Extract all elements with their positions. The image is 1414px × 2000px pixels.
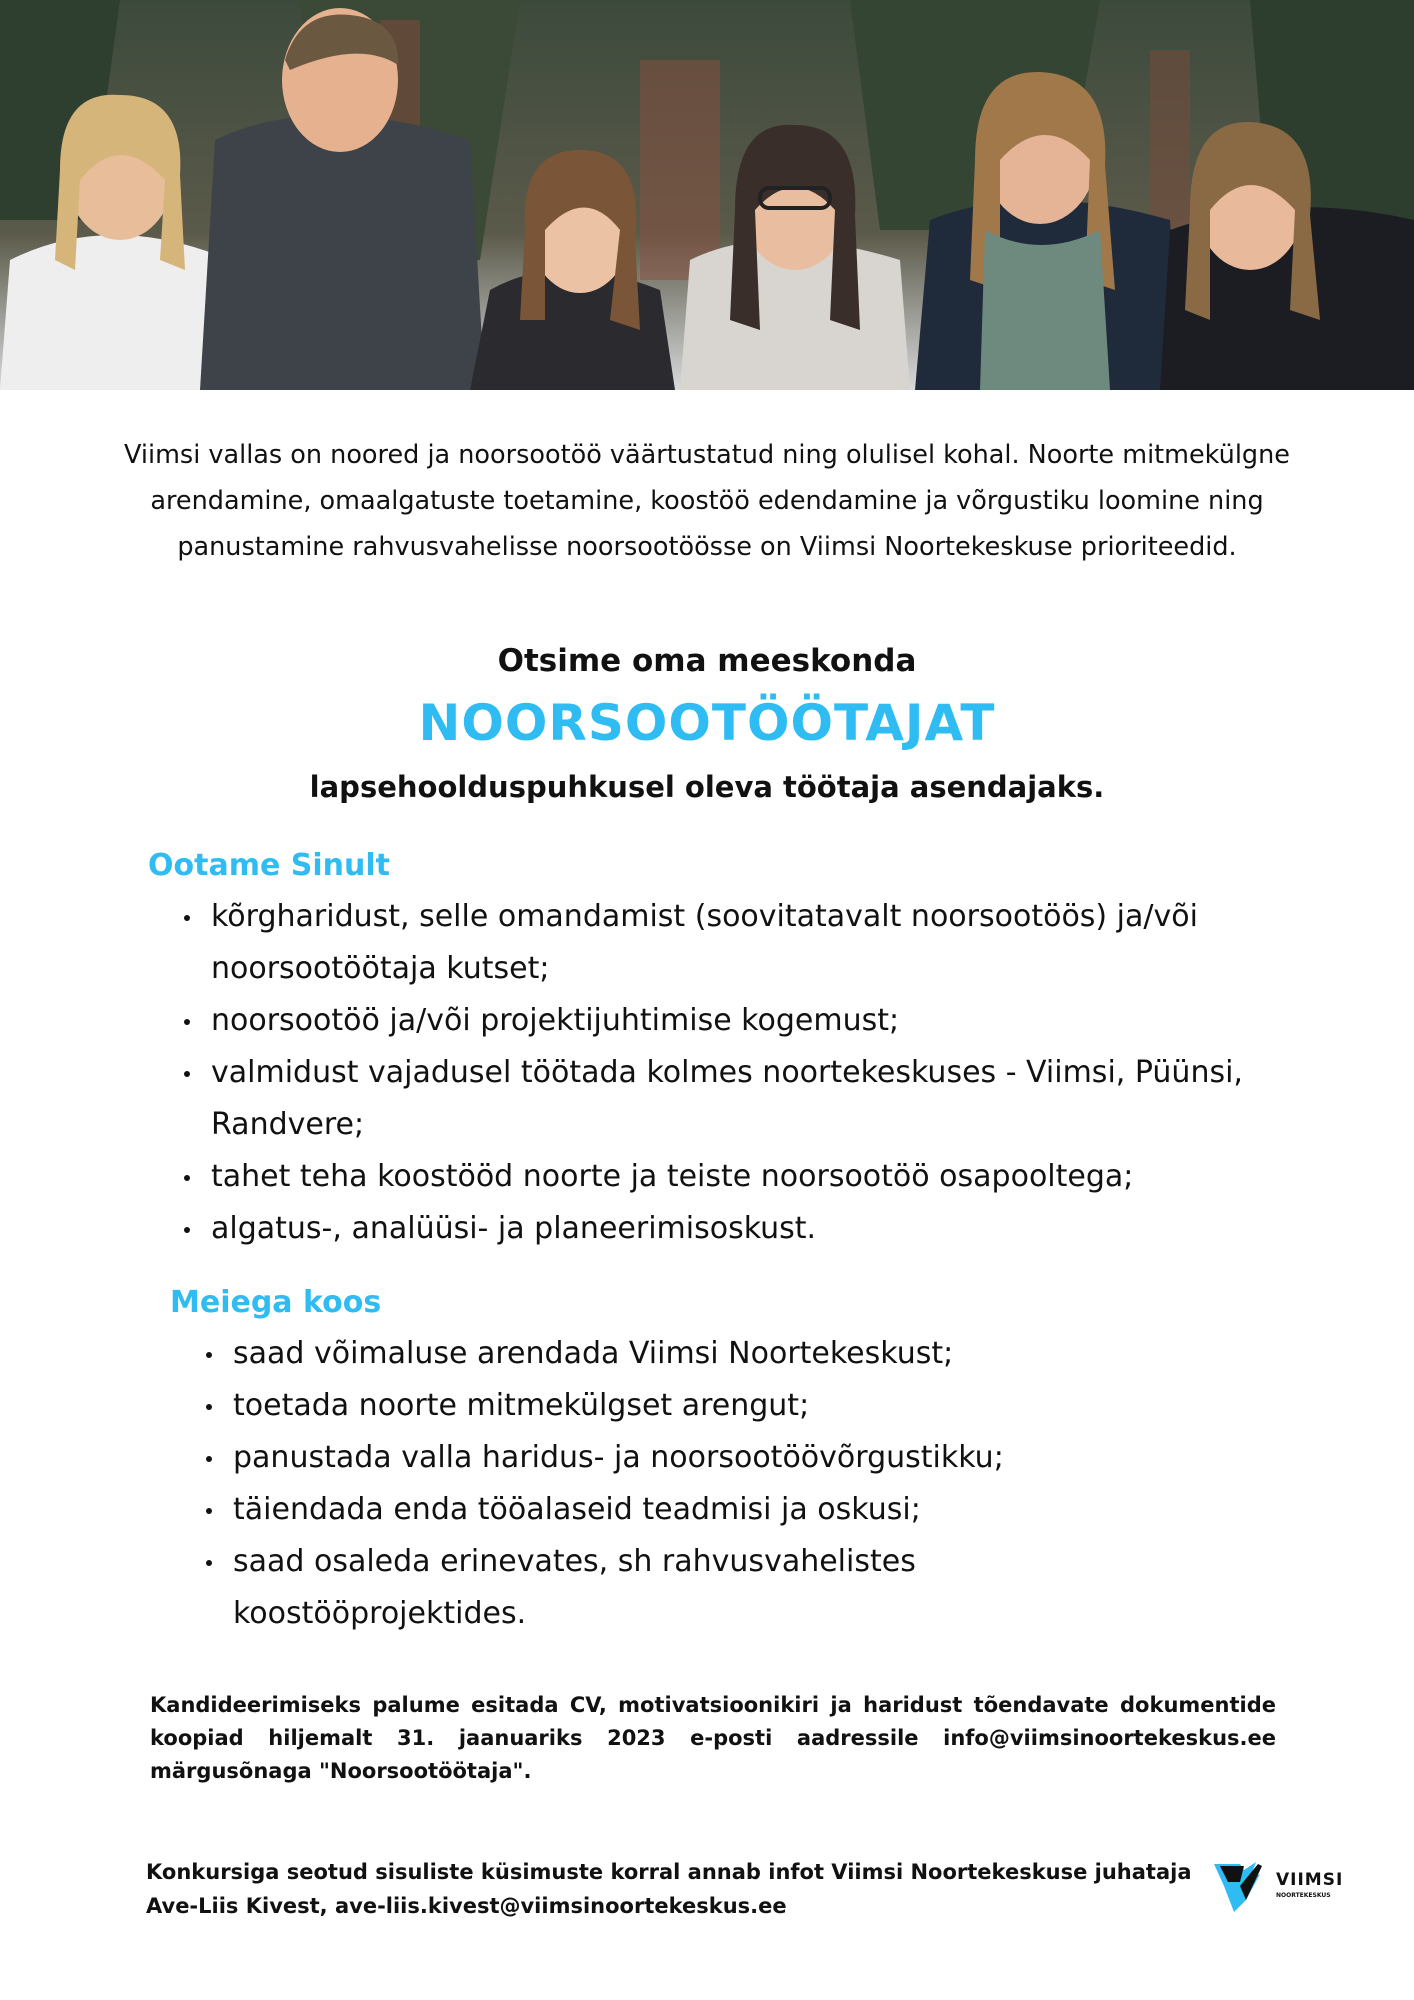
logo-name: VIIMSI (1276, 1870, 1344, 1890)
list-item: valmidust vajadusel töötada kolmes noortekeskuses - Viimsi, Püünsi, Randvere; (184, 1047, 1264, 1151)
expect-list (184, 891, 1264, 1255)
group-photo-icon (0, 0, 1414, 390)
job-title: NOORSOOTÖÖTAJAT (418, 694, 996, 752)
list-item: saad võimaluse arendada Viimsi Noortekeskust; (206, 1328, 1066, 1380)
list-item: saad osaleda erinevates, sh rahvusvahelistes koostööprojektides. (206, 1536, 1066, 1640)
offer-list (206, 1328, 1066, 1640)
headline-line1: Otsime oma meeskonda (497, 643, 917, 679)
contact-info: Konkursiga seotud sisuliste küsimuste korral annab infot Viimsi Noortekeskuse juhataja Ave-Liis Kivest, ave-liis.kivest@viimsinoortekeskus.ee (146, 1860, 1192, 1918)
intro-paragraph: Viimsi vallas on noored ja noorsootöö väärtustatud ning olulisel kohal. Noorte mitmekülgne arendamine, omaalgatuste toetamine, koostöö edendamine ja võrgustiku loomine ning panustamine rahvusvahelisse noorsootöösse on Viimsi Noortekeskuse prioriteedid. (124, 440, 1290, 562)
list-item: noorsootöö ja/või projektijuhtimise kogemust; (184, 995, 1264, 1047)
list-item: täiendada enda tööalaseid teadmisi ja oskusi; (206, 1484, 1066, 1536)
viimsi-logo (1210, 1856, 1344, 1916)
list-item: tahet teha koostööd noorte ja teiste noorsootöö osapooltega; (184, 1151, 1264, 1203)
list-item: panustada valla haridus- ja noorsootöövõrgustikku; (206, 1432, 1066, 1484)
list-item: toetada noorte mitmekülgset arengut; (206, 1380, 1066, 1432)
logo-subtitle: NOORTEKESKUS (1276, 1892, 1331, 1899)
offer-section-title: Meiega koos (170, 1285, 382, 1320)
viimsi-logo-icon (1210, 1856, 1274, 1916)
expect-section-title: Ootame Sinult (148, 848, 390, 883)
application-instructions: Kandideerimiseks palume esitada CV, motivatsioonikiri ja haridust tõendavate dokumentide koopiad hiljemalt 31. jaanuariks 2023 e-posti aadressile info@viimsinoortekeskus.ee märgusõnaga "Noorsootöötaja". (150, 1693, 1276, 1783)
list-item: kõrgharidust, selle omandamist (soovitatavalt noorsootöös) ja/või noorsootöötaja kutset; (184, 891, 1264, 995)
list-item: algatus-, analüüsi- ja planeerimisoskust. (184, 1203, 1264, 1255)
headline-line3: lapsehoolduspuhkusel oleva töötaja asendajaks. (309, 770, 1105, 804)
team-photo (0, 0, 1414, 390)
